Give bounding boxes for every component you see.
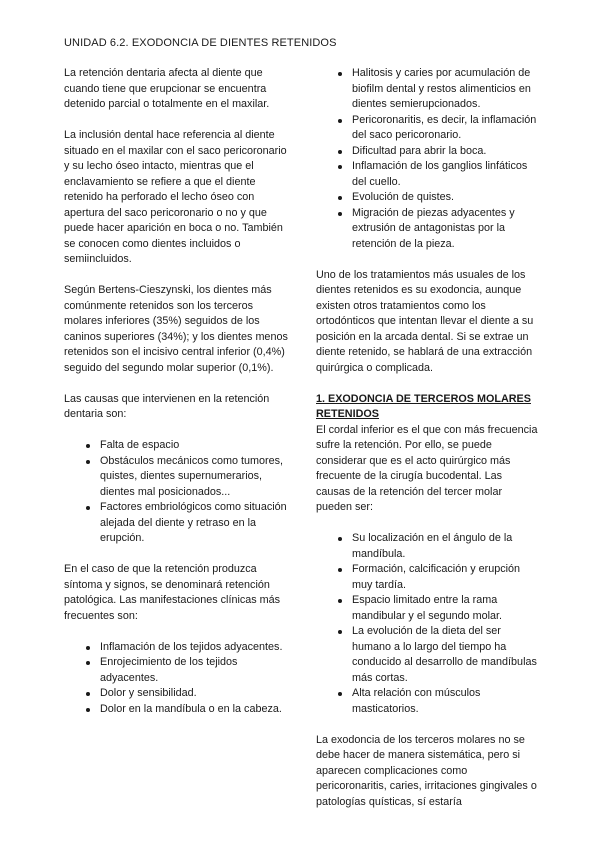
bullet-icon bbox=[86, 444, 90, 448]
paragraph-molar-intro: El cordal inferior es el que con más frecuencia sufre la retención. Por ello, se puede considerar que es el acto quirúrgico más frecuente de la cirugía bucodental. Las causas de la retención del tercer molar pueden ser: bbox=[316, 423, 538, 513]
left-column bbox=[64, 66, 290, 717]
bullet-icon bbox=[338, 212, 342, 216]
list-item: Obstáculos mecánicos como tumores, quistes, dientes supernumerarios, dientes mal posicionados... bbox=[64, 454, 290, 501]
list-item: Dolor y sensibilidad. bbox=[64, 686, 290, 702]
bullet-icon bbox=[86, 460, 90, 464]
manifestations-list bbox=[64, 640, 290, 718]
list-item: Alta relación con músculos masticatorios. bbox=[316, 686, 538, 717]
list-item: Pericoronaritis, es decir, la inflamación del saco pericoronario. bbox=[316, 113, 538, 144]
right-column bbox=[316, 66, 538, 810]
bullet-icon bbox=[338, 165, 342, 169]
page-title: UNIDAD 6.2. EXODONCIA DE DIENTES RETENIDOS bbox=[64, 37, 337, 49]
manifestations-list-continued bbox=[316, 66, 538, 252]
list-item: Migración de piezas adyacentes y extrusión de antagonistas por la retención de la pieza. bbox=[316, 206, 538, 253]
list-item: Dificultad para abrir la boca. bbox=[316, 144, 538, 160]
list-item: Inflamación de los ganglios linfáticos del cuello. bbox=[316, 159, 538, 190]
bullet-icon bbox=[338, 568, 342, 572]
list-item: Formación, calcificación y erupción muy tardía. bbox=[316, 562, 538, 593]
list-item: Evolución de quistes. bbox=[316, 190, 538, 206]
section-heading: 1. EXODONCIA DE TERCEROS MOLARES RETENIDOS bbox=[316, 392, 531, 420]
list-item: Espacio limitado entre la rama mandibular y el segundo molar. bbox=[316, 593, 538, 624]
list-item: Su localización en el ángulo de la mandíbula. bbox=[316, 531, 538, 562]
list-item: La evolución de la dieta del ser humano a lo largo del tiempo ha conducido al desarrollo de mandíbulas más cortas. bbox=[316, 624, 538, 686]
paragraph-retention-definition: La retención dentaria afecta al diente que cuando tiene que erupcionar se encuentra detenido parcial o totalmente en el maxilar. bbox=[64, 67, 270, 110]
paragraph-treatment: Uno de los tratamientos más usuales de los dientes retenidos es su exodoncia, aunque existen otros tratamientos como los ortodónticos que intentan llevar el diente a su posición en la arcada dental. Si se extrae un diente retenido, se hablará de una extracción quirúrgica o complicada. bbox=[316, 268, 534, 374]
bullet-icon bbox=[86, 506, 90, 510]
bullet-icon bbox=[338, 72, 342, 76]
list-item: Falta de espacio bbox=[64, 438, 290, 454]
list-item: Halitosis y caries por acumulación de biofilm dental y restos alimenticios en dientes semierupcionados. bbox=[316, 66, 538, 113]
bullet-icon bbox=[86, 708, 90, 712]
paragraph-inclusion-definition: La inclusión dental hace referencia al diente situado en el maxilar con el saco pericoronario y su lecho óseo intacto, mientras que el enclavamiento se refiere a que el diente retenido ha perforado el lecho óseo con apertura del saco pericoronario o no y que puede hacer aparición en boca o no. También se conocen como dientes incluidos o semiincluidos. bbox=[64, 129, 287, 265]
bullet-icon bbox=[338, 692, 342, 696]
list-item: Dolor en la mandíbula o en la cabeza. bbox=[64, 702, 290, 718]
bullet-icon bbox=[338, 150, 342, 154]
list-item: Enrojecimiento de los tejidos adyacentes. bbox=[64, 655, 290, 686]
bullet-icon bbox=[338, 630, 342, 634]
bullet-icon bbox=[338, 119, 342, 123]
bullet-icon bbox=[338, 599, 342, 603]
bullet-icon bbox=[86, 646, 90, 650]
bullet-icon bbox=[86, 661, 90, 665]
bullet-icon bbox=[86, 692, 90, 696]
paragraph-exodontia-indication: La exodoncia de los terceros molares no se debe hacer de manera sistemática, pero si aparecen complicaciones como pericoronaritis, caries, irritaciones gingivales o patologías quísticas, sí estaría bbox=[316, 733, 537, 808]
bullet-icon bbox=[338, 537, 342, 541]
causes-list bbox=[64, 438, 290, 547]
paragraph-frequency: Según Bertens-Cieszynski, los dientes más comúnmente retenidos son los terceros molares inferiores (35%) seguidos de los caninos superiores (34%); y los dientes menos retenidos son el incisivo central inferior (0,4%) seguido del segundo molar superior (0,1%). bbox=[64, 284, 288, 374]
paragraph-manifestations-intro: En el caso de que la retención produzca síntoma y signos, se denominará retención patológica. Las manifestaciones clínicas más frecuentes son: bbox=[64, 563, 281, 622]
list-item: Inflamación de los tejidos adyacentes. bbox=[64, 640, 290, 656]
list-item: Factores embriológicos como situación alejada del diente y retraso en la erupción. bbox=[64, 500, 290, 547]
paragraph-causes-intro: Las causas que intervienen en la retención dentaria son: bbox=[64, 392, 270, 420]
bullet-icon bbox=[338, 196, 342, 200]
molar-causes-list bbox=[316, 531, 538, 717]
